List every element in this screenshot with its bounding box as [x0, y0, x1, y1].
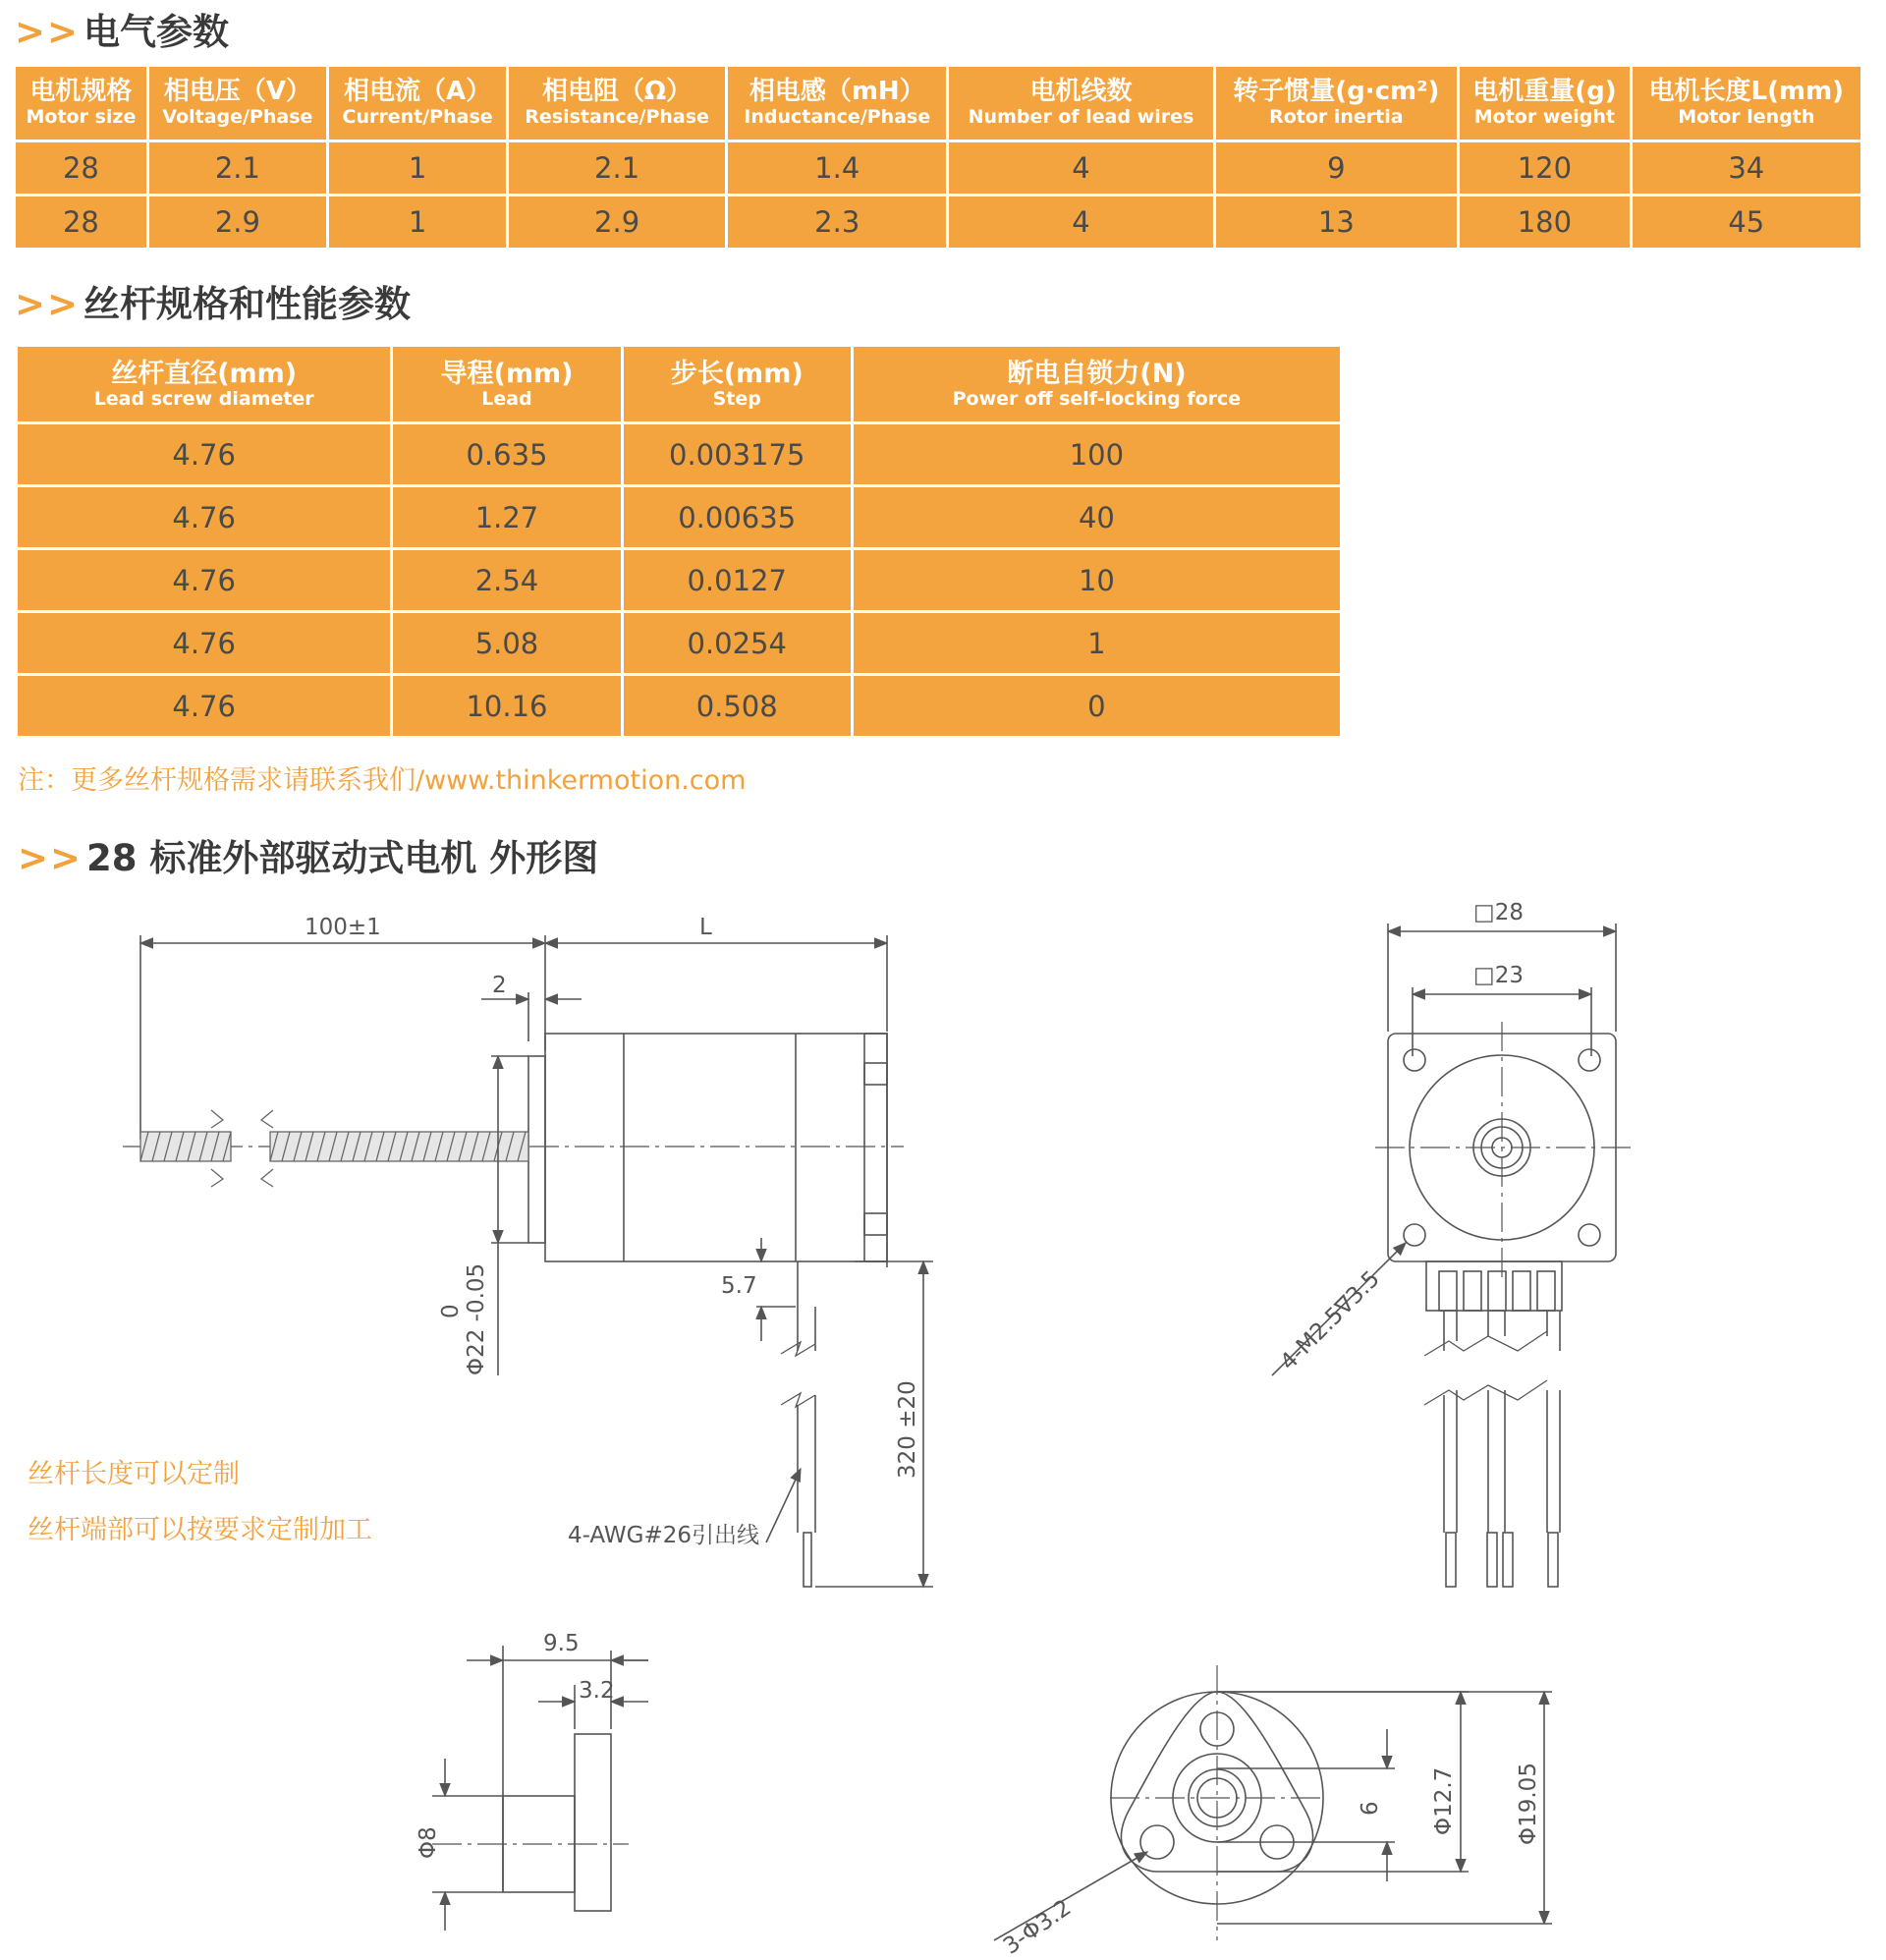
table-cell: 2.54 — [393, 550, 620, 610]
table-cell: 9 — [1216, 142, 1458, 194]
column-header-zh: 转子惯量(g·cm²) — [1233, 77, 1440, 107]
table-cell: 0.508 — [624, 676, 851, 736]
table-cell: 2.1 — [149, 142, 326, 194]
column-header-zh: 导程(mm) — [440, 358, 574, 389]
contact-note: 注：更多丝杆规格需求请联系我们/www.thinkermotion.com — [18, 765, 747, 796]
column-header-en: Rotor inertia — [1269, 106, 1404, 129]
dim-wire-length: 320 ±20 — [895, 1380, 920, 1479]
table-cell: 0.003175 — [624, 424, 851, 484]
nut-front-view — [994, 1665, 1552, 1940]
table-cell: 0.0127 — [624, 550, 851, 610]
table-cell: 4.76 — [18, 550, 390, 610]
side-note-2: 丝杆端部可以按要求定制加工 — [28, 1515, 372, 1545]
table-cell: 120 — [1460, 142, 1629, 194]
dim-nut-d127: Φ12.7 — [1431, 1766, 1457, 1835]
section-arrows: >> — [15, 11, 81, 53]
column-header-zh: 相电感（mH） — [749, 77, 925, 107]
dim-nut-length: 9.5 — [543, 1631, 580, 1656]
dim-nut-diameter: Φ8 — [416, 1826, 441, 1859]
table-cell: 0 — [854, 676, 1340, 736]
column-header-en: Motor size — [26, 106, 137, 129]
table-cell: 1 — [329, 196, 506, 248]
section-arrows: >> — [18, 837, 83, 879]
dim-motor-length: L — [699, 915, 712, 940]
column-header-en: Power off self-locking force — [952, 387, 1242, 410]
dim-boss-tol: 0 — [438, 1304, 464, 1318]
column-header-zh: 相电压（V） — [163, 77, 311, 107]
table-cell: 28 — [16, 196, 146, 248]
table-cell: 45 — [1633, 196, 1860, 248]
dim-square-inner: □23 — [1473, 963, 1524, 988]
table-cell: 180 — [1460, 196, 1629, 248]
nut-side-view — [432, 1646, 648, 1931]
table-cell: 34 — [1633, 142, 1860, 194]
table-cell: 4.76 — [18, 424, 390, 484]
table-cell: 4.76 — [18, 676, 390, 736]
section-title-text: 电气参数 — [83, 11, 230, 53]
section-title-text: 丝杆规格和性能参数 — [83, 283, 412, 325]
table-cell: 5.08 — [393, 613, 620, 673]
dim-nut-flange: 3.2 — [579, 1678, 615, 1704]
table-cell: 10 — [854, 550, 1340, 610]
column-header-zh: 电机长度L(mm) — [1648, 77, 1845, 107]
table-cell: 4 — [949, 142, 1212, 194]
table-cell: 1 — [854, 613, 1340, 673]
table-cell: 1.4 — [728, 142, 946, 194]
section-arrows: >> — [15, 283, 81, 325]
dim-mount-holes: 4-M2.5∇3.5 — [1275, 1265, 1385, 1375]
table-cell: 13 — [1216, 196, 1458, 248]
column-header-en: Motor weight — [1473, 106, 1616, 129]
dim-screw-length: 100±1 — [305, 915, 381, 940]
table-cell: 2.9 — [149, 196, 326, 248]
column-header-zh: 电机规格 — [29, 77, 133, 107]
column-header-zh: 断电自锁力(N) — [1007, 358, 1187, 389]
column-header-en: Lead screw diameter — [93, 387, 314, 410]
dim-boss-diameter: Φ22 -0.05 — [464, 1262, 489, 1375]
table-cell: 4.76 — [18, 613, 390, 673]
table-cell: 0.635 — [393, 424, 620, 484]
table-cell: 28 — [16, 142, 146, 194]
table-cell: 10.16 — [393, 676, 620, 736]
column-header-en: Inductance/Phase — [744, 106, 931, 129]
column-header-en: Motor length — [1678, 106, 1815, 129]
dim-square-outer: □28 — [1473, 900, 1524, 925]
column-header-zh: 电机线数 — [1029, 77, 1133, 107]
table-cell: 0.0254 — [624, 613, 851, 673]
dim-nut-d1905: Φ19.05 — [1516, 1763, 1541, 1845]
column-header-en: Current/Phase — [342, 106, 493, 129]
column-header-zh: 丝杆直径(mm) — [111, 358, 298, 389]
column-header-zh: 电机重量(g) — [1472, 77, 1617, 107]
table-cell: 4 — [949, 196, 1212, 248]
table-cell: 1.27 — [393, 487, 620, 547]
column-header-zh: 相电阻（Ω） — [542, 77, 693, 107]
column-header-en: Step — [712, 387, 761, 410]
table-cell: 0.00635 — [624, 487, 851, 547]
motor-side-view — [123, 935, 933, 1587]
table-cell: 2.9 — [509, 196, 725, 248]
column-header-zh: 相电流（A） — [344, 77, 492, 107]
column-header-zh: 步长(mm) — [670, 358, 804, 389]
motor-front-view — [1272, 924, 1631, 1587]
wire-label: 4-AWG#26引出线 — [568, 1523, 760, 1548]
column-header-en: Voltage/Phase — [162, 106, 313, 129]
dim-nut-6: 6 — [1358, 1801, 1383, 1816]
section-title-text: 28 标准外部驱动式电机 外形图 — [86, 837, 599, 879]
column-header-en: Resistance/Phase — [525, 106, 709, 129]
table-cell: 2.1 — [509, 142, 725, 194]
dim-wire-offset: 5.7 — [721, 1273, 757, 1299]
column-header-en: Lead — [481, 387, 532, 410]
table-cell: 1 — [329, 142, 506, 194]
dim-nut-holes: 3-Φ3.2 — [998, 1894, 1077, 1960]
dim-flange-gap: 2 — [492, 973, 507, 998]
table-cell: 40 — [854, 487, 1340, 547]
side-note-1: 丝杆长度可以定制 — [28, 1459, 240, 1489]
table-cell: 2.3 — [728, 196, 946, 248]
table-cell: 4.76 — [18, 487, 390, 547]
table-cell: 100 — [854, 424, 1340, 484]
column-header-en: Number of lead wires — [968, 106, 1194, 129]
